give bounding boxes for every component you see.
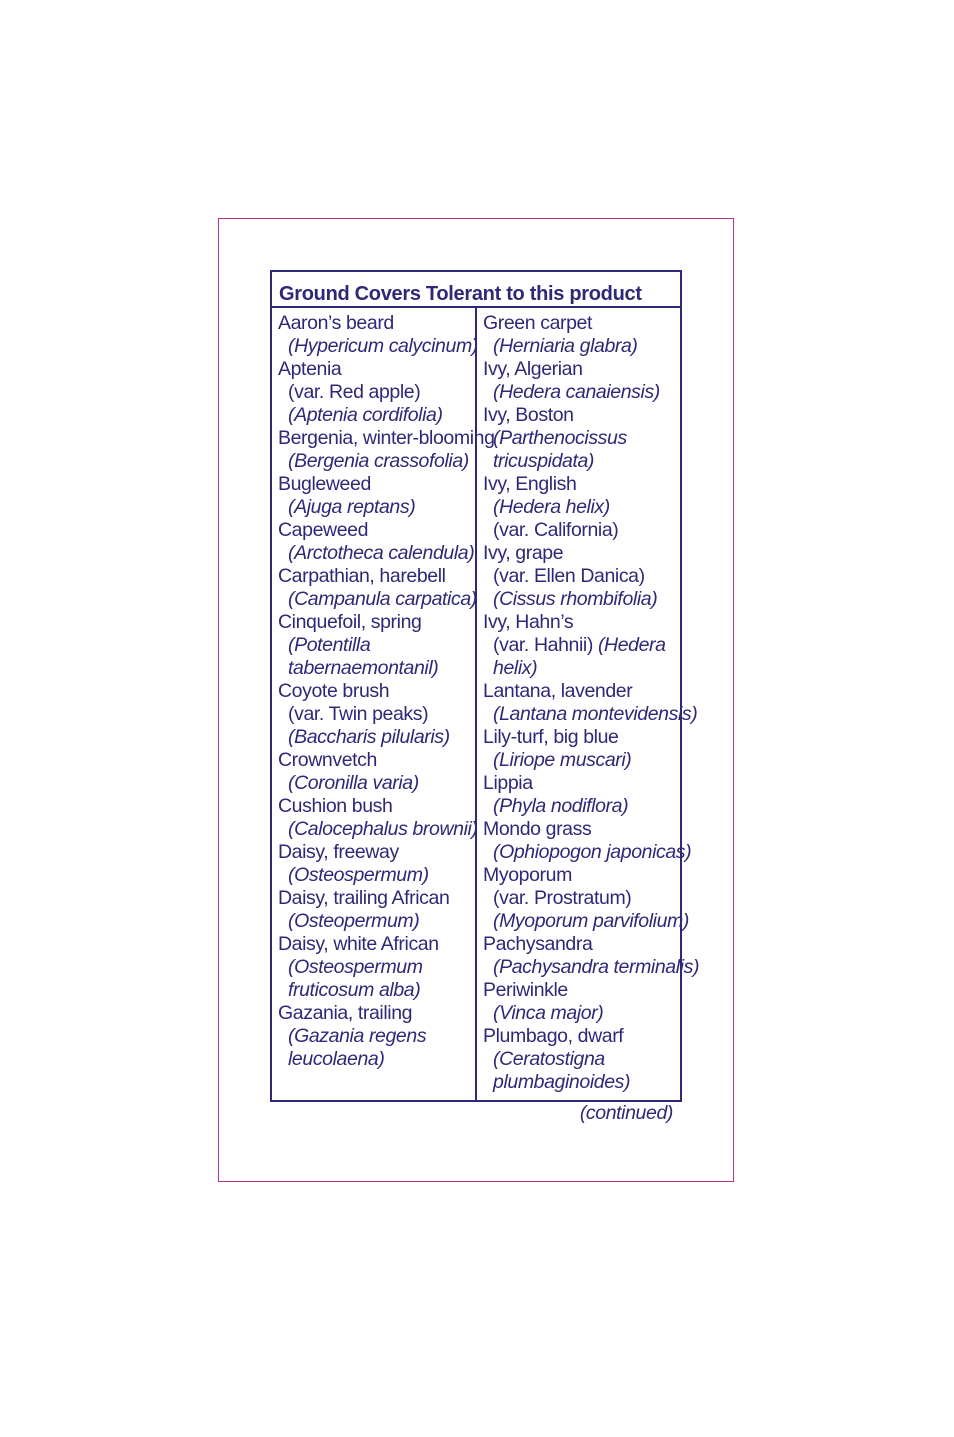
plant-botanical-name: (Arctotheca calendula) <box>288 542 475 564</box>
plant-detail-line <box>278 588 475 611</box>
plant-common-name: Gazania, trailing <box>278 1002 413 1024</box>
plant-detail-line <box>278 726 475 749</box>
plant-common-name: Carpathian, harebell <box>278 565 446 587</box>
plant-entry <box>483 1025 680 1094</box>
plant-common-name: Bergenia, winter-blooming <box>278 427 495 449</box>
plant-botanical-name: (Calocephalus brownii) <box>288 818 478 840</box>
plant-entry <box>278 749 475 795</box>
plant-detail-line <box>483 841 692 864</box>
plant-botanical-name: (Potentilla <box>288 634 371 656</box>
plant-common-name: Aptenia <box>278 358 342 380</box>
plant-variety: (var. Prostratum) <box>493 887 632 909</box>
plant-botanical-name: tricuspidata) <box>493 450 595 472</box>
plant-detail-line <box>483 427 680 450</box>
plant-entry <box>278 473 475 519</box>
plant-detail-line <box>278 335 478 358</box>
plant-botanical-name: leucolaena) <box>288 1048 385 1070</box>
plant-botanical-name: (Lantana montevidensis) <box>493 703 698 725</box>
plant-detail-line <box>278 450 475 473</box>
plant-entry <box>278 519 475 565</box>
plant-common-name: Lippia <box>483 772 533 794</box>
plant-botanical-name: (Phyla nodiflora) <box>493 795 629 817</box>
plant-entry <box>483 933 700 979</box>
plant-detail-line <box>278 910 475 933</box>
plant-common-name: Capeweed <box>278 519 369 541</box>
plant-detail-line <box>278 542 475 565</box>
plant-botanical-name: plumbaginoides) <box>493 1071 631 1093</box>
plant-botanical-name: (Pachysandra terminalis) <box>493 956 700 978</box>
continued-note: (continued) <box>579 1102 673 1124</box>
plant-botanical-name: (Parthenocissus <box>493 427 627 449</box>
plant-detail-line <box>278 703 475 726</box>
plant-botanical-name: (Gazania regens <box>288 1025 427 1047</box>
plant-entry <box>483 818 692 864</box>
plant-common-name: Periwinkle <box>483 979 568 1001</box>
plant-botanical-name: (Herniaria glabra) <box>493 335 638 357</box>
plant-common-name: Cushion bush <box>278 795 393 817</box>
plant-botanical-name: (Osteospermum <box>288 956 423 978</box>
plant-detail-line <box>278 1048 475 1071</box>
plant-common-name: Green carpet <box>483 312 593 334</box>
table-title: Ground Covers Tolerant to this product <box>272 272 680 308</box>
plant-common-name: Ivy, Algerian <box>483 358 583 380</box>
plant-botanical-name: (Osteopermum) <box>288 910 420 932</box>
plant-common-name: Lantana, lavender <box>483 680 633 702</box>
plant-entry <box>278 312 478 358</box>
plant-entry <box>483 979 680 1025</box>
plant-entry <box>278 841 475 887</box>
right-column <box>477 308 700 1100</box>
plant-botanical-name: (Hedera helix) <box>493 496 610 518</box>
plant-botanical-name: (Osteospermum) <box>288 864 429 886</box>
plant-detail-line <box>278 864 475 887</box>
plant-detail-line <box>483 381 680 404</box>
plant-detail-line <box>483 795 680 818</box>
plant-detail-line <box>483 1048 680 1071</box>
plant-entry <box>483 864 689 933</box>
plant-botanical-name: helix) <box>493 657 538 679</box>
plant-botanical-name: (Myoporum parvifolium) <box>493 910 689 932</box>
plant-entry <box>483 542 680 611</box>
plant-detail-line <box>278 634 475 657</box>
plant-botanical-name: (Vinca major) <box>493 1002 604 1024</box>
plant-entry <box>278 680 475 749</box>
plant-detail-line <box>278 979 475 1002</box>
plant-common-name: Cinquefoil, spring <box>278 611 422 633</box>
plant-common-name: Daisy, trailing African <box>278 887 450 909</box>
plant-botanical-name: (Bergenia crassofolia) <box>288 450 469 472</box>
plant-common-name: Ivy, grape <box>483 542 564 564</box>
plant-botanical-name: (Aptenia cordifolia) <box>288 404 443 426</box>
plant-detail-line <box>483 749 680 772</box>
plant-entry <box>278 933 475 1002</box>
plant-common-name: Plumbago, dwarf <box>483 1025 624 1047</box>
plant-common-name: Ivy, English <box>483 473 577 495</box>
plant-detail-line <box>483 1002 680 1025</box>
plant-botanical-name: tabernaemontanil) <box>288 657 439 679</box>
plant-entry <box>278 795 478 841</box>
plant-detail-line <box>483 956 700 979</box>
plant-entry <box>483 726 680 772</box>
plant-botanical-name: (Campanula carpatica) <box>288 588 477 610</box>
plant-detail-line <box>278 956 475 979</box>
plant-detail-line <box>483 703 698 726</box>
plant-botanical-name: (Coronilla varia) <box>288 772 419 794</box>
plant-detail-line <box>278 381 475 404</box>
plant-common-name: Coyote brush <box>278 680 390 702</box>
plant-botanical-name: (Ceratostigna <box>493 1048 605 1070</box>
plant-botanical-name: (Hedera canaiensis) <box>493 381 660 403</box>
plant-common-name: Myoporum <box>483 864 572 886</box>
plant-detail-line <box>483 450 680 473</box>
plant-detail-line <box>483 1071 680 1094</box>
plant-detail-line <box>278 1025 475 1048</box>
plant-variety: (var. California) <box>493 519 619 541</box>
ground-covers-table <box>270 270 700 1102</box>
plant-common-name: Pachysandra <box>483 933 593 955</box>
plant-botanical-name: fruticosum alba) <box>288 979 421 1001</box>
plant-botanical-name: (Hypericum calycinum) <box>288 335 478 357</box>
plant-common-name: Lily-turf, big blue <box>483 726 619 748</box>
plant-detail-line <box>483 565 680 588</box>
plant-detail-line <box>483 910 689 933</box>
plant-common-name: Ivy, Boston <box>483 404 574 426</box>
plant-variety: (var. Twin peaks) <box>288 703 429 725</box>
plant-detail-line <box>278 404 475 427</box>
plant-botanical-name: (Hedera <box>592 634 666 656</box>
plant-detail-line <box>483 519 680 542</box>
plant-entry <box>278 1002 475 1071</box>
plant-detail-line <box>278 772 475 795</box>
plant-detail-line <box>278 496 475 519</box>
left-column <box>272 308 495 1100</box>
plant-entry <box>278 358 475 427</box>
plant-detail-line <box>278 657 475 680</box>
plant-variety: (var. Hahnii) <box>493 634 593 656</box>
plant-detail-line <box>278 818 478 841</box>
plant-common-name: Crownvetch <box>278 749 377 771</box>
plant-variety: (var. Red apple) <box>288 381 421 403</box>
plant-botanical-name: (Baccharis pilularis) <box>288 726 450 748</box>
plant-detail-line <box>483 335 680 358</box>
plant-common-name: Ivy, Hahn’s <box>483 611 574 633</box>
plant-variety: (var. Ellen Danica) <box>493 565 645 587</box>
plant-detail-line <box>483 634 680 657</box>
plant-common-name: Bugleweed <box>278 473 371 495</box>
table-body <box>272 308 700 1100</box>
plant-botanical-name: (Cissus rhombifolia) <box>493 588 658 610</box>
plant-entry <box>483 312 680 358</box>
plant-detail-line <box>483 496 680 519</box>
plant-common-name: Daisy, freeway <box>278 841 399 863</box>
plant-entry <box>483 404 680 473</box>
plant-botanical-name: (Ophiopogon japonicas) <box>493 841 692 863</box>
plant-entry <box>483 611 680 680</box>
plant-botanical-name: (Liriope muscari) <box>493 749 632 771</box>
plant-entry <box>278 427 495 473</box>
plant-entry <box>483 358 680 404</box>
plant-entry <box>483 473 680 542</box>
plant-botanical-name: (Ajuga reptans) <box>288 496 416 518</box>
plant-common-name: Daisy, white African <box>278 933 439 955</box>
plant-entry <box>483 772 680 818</box>
plant-detail-line <box>483 887 680 910</box>
plant-entry <box>483 680 698 726</box>
plant-entry <box>278 887 475 933</box>
plant-entry <box>278 565 475 611</box>
plant-common-name: Aaron’s beard <box>278 312 394 334</box>
plant-common-name: Mondo grass <box>483 818 592 840</box>
plant-entry <box>278 611 475 680</box>
plant-detail-line <box>483 588 680 611</box>
plant-detail-line <box>483 657 680 680</box>
